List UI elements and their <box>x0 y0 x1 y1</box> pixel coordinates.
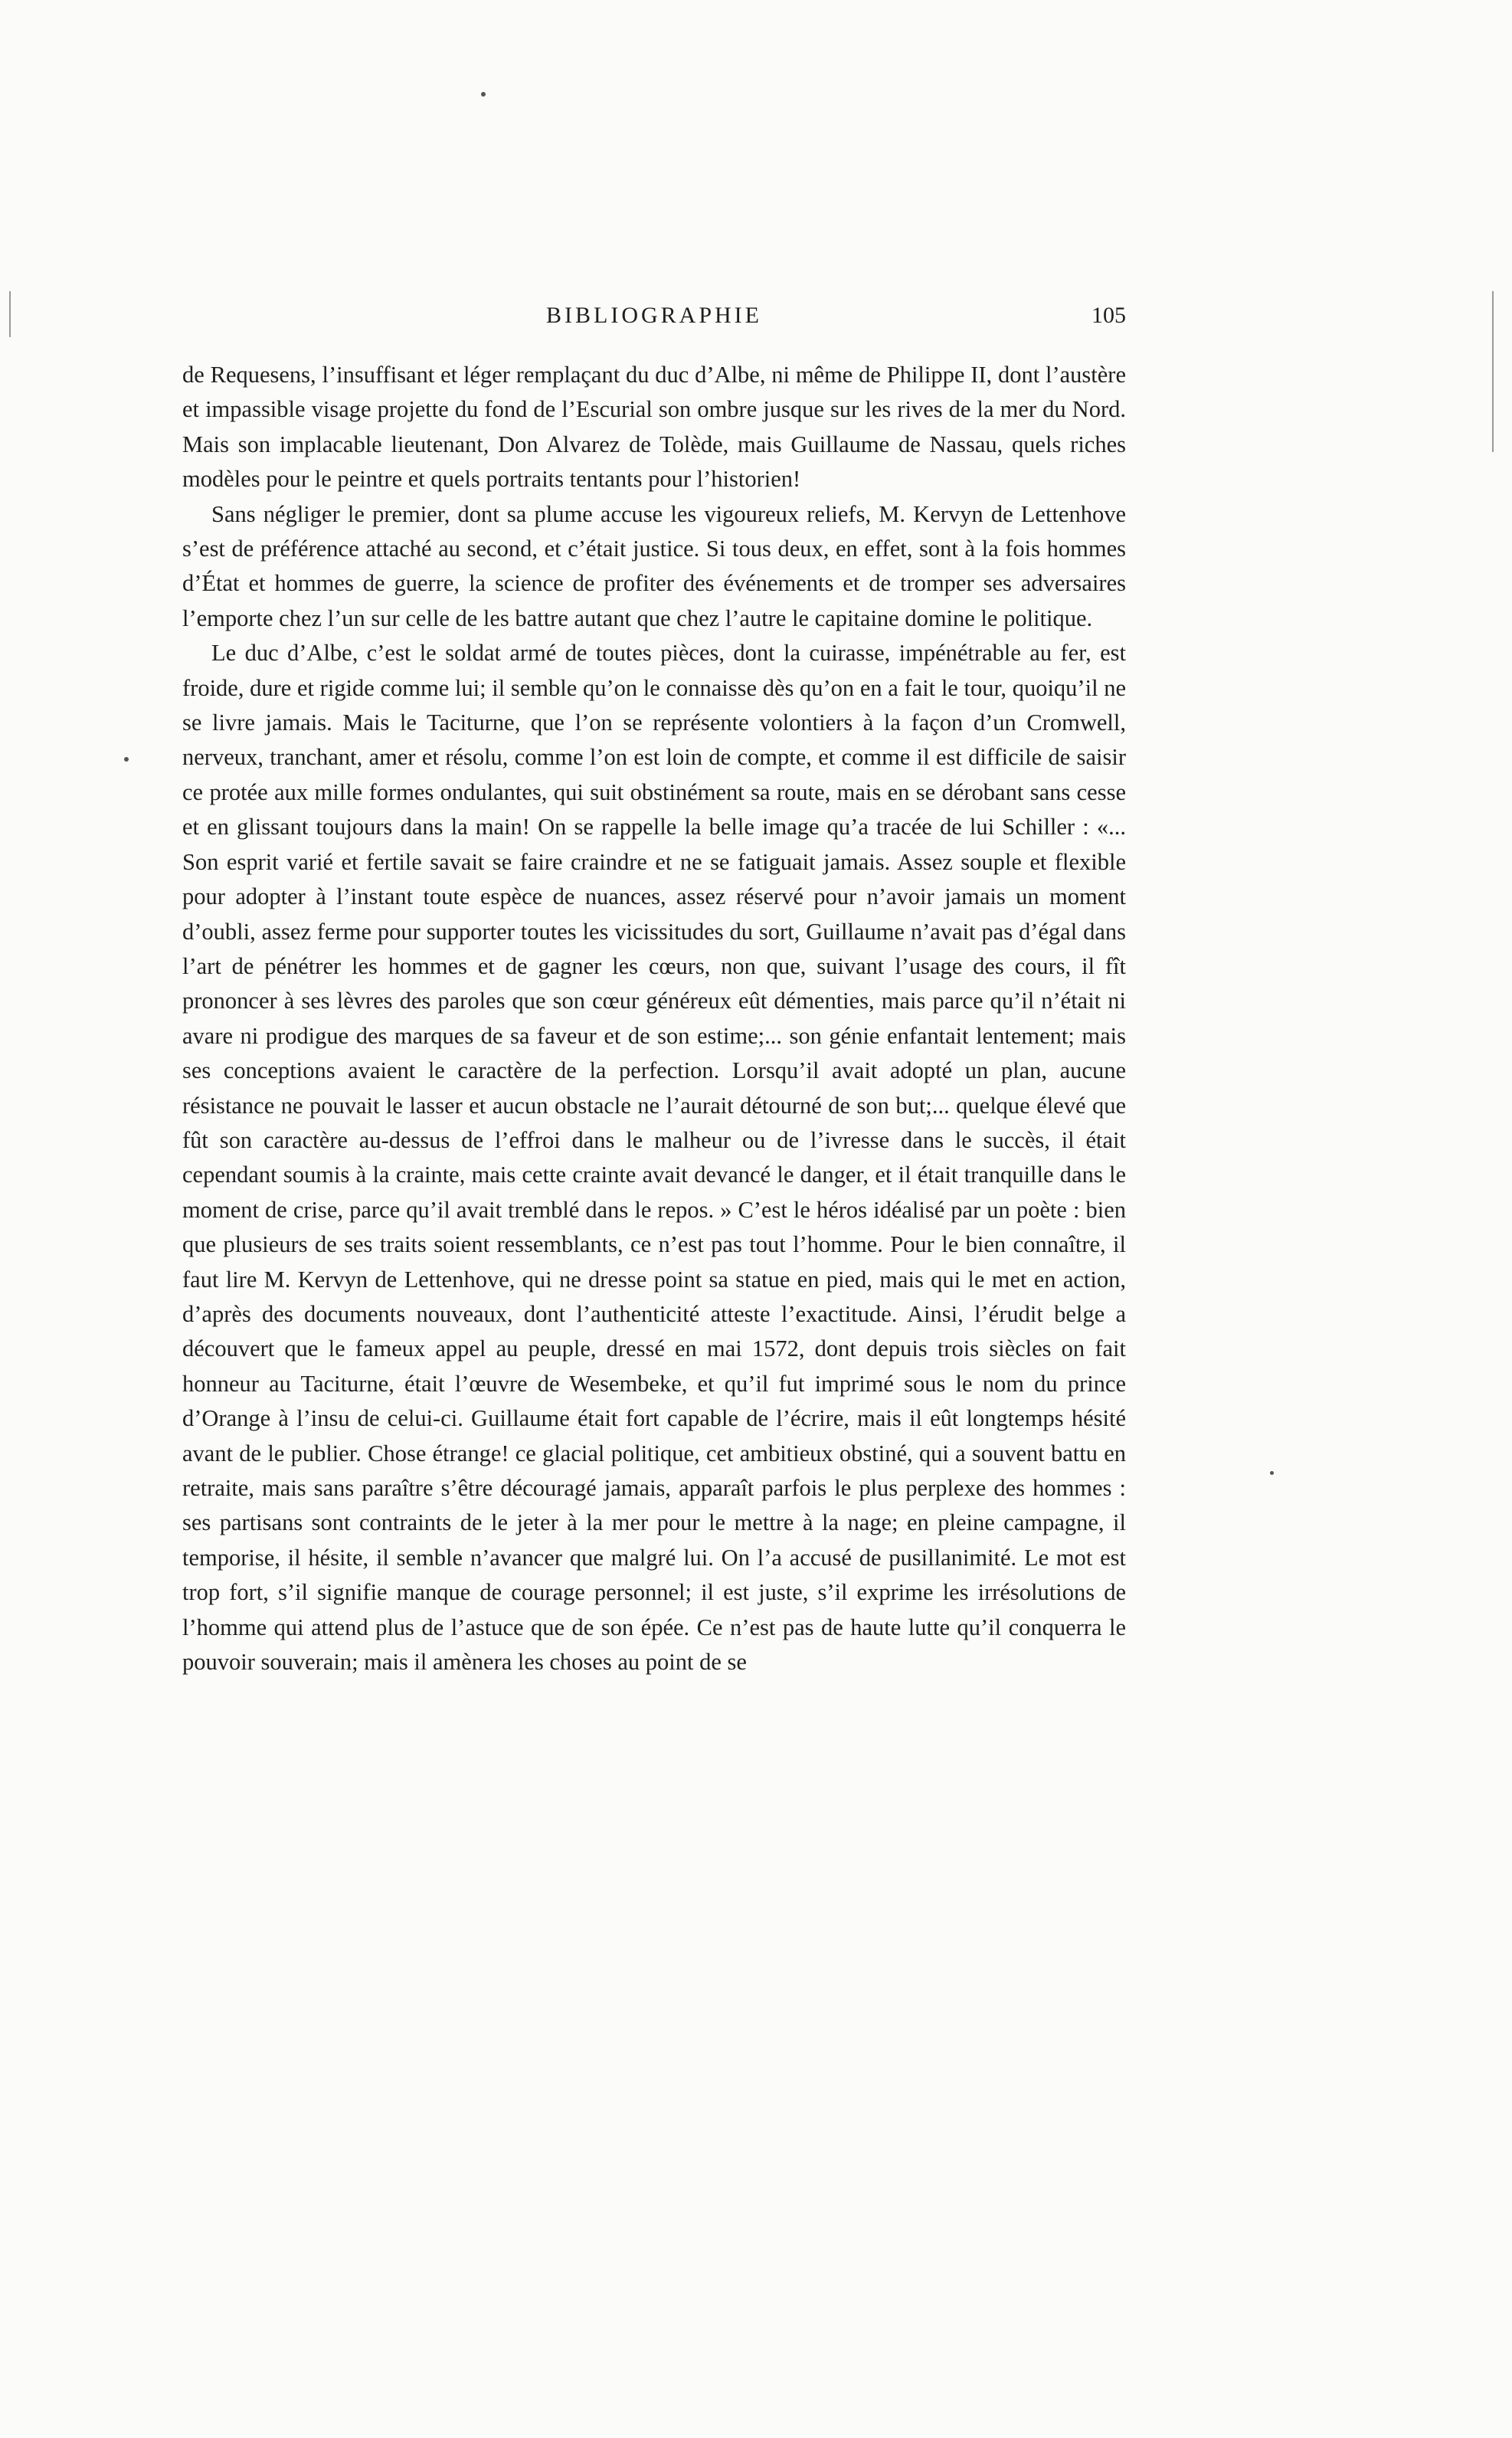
scan-speck <box>481 92 486 97</box>
page-number: 105 <box>1091 303 1126 328</box>
scan-speck <box>1270 1471 1274 1475</box>
paragraph: Sans négliger le premier, dont sa plume accuse les vigoureux reliefs, M. Kervyn de Lettenhove s’est de préférence attaché au second, et c’était justice. Si tous deux, en effet, sont à la fois hommes d’État et hommes de guerre, la science de profiter des événements et de tromper ses adversaires l’emporte chez l’un sur celle de les battre autant que chez l’autre le capitaine domine le politique. <box>182 500 1126 631</box>
paragraph: Le duc d’Albe, c’est le soldat armé de toutes pièces, dont la cuirasse, impénétrable au fer, est froide, dure et rigide comme lui; il semble qu’on le connaisse dès qu’on en a fait le tour, quoiqu’il ne se livre jamais. Mais le Taciturne, que l’on se représente volontiers à la façon d’un Cromwell, nerveux, tranchant, amer et résolu, comme l’on est loin de compte, et comme il est difficile de saisir ce protée aux mille formes ondulantes, qui suit obstinément sa route, mais en se dérobant sans cesse et en glissant toujours dans la main! On se rappelle la belle image qu’a tracée de lui Schiller : «... Son esprit varié et fertile savait se faire craindre et ne se fatiguait jamais. Assez souple et flexible pour adopter à l’instant toute espèce de nuances, assez réservé pour n’avoir jamais un moment d’oubli, assez ferme pour supporter toutes les vicissitudes du sort, Guillaume n’avait pas d’égal dans l’art de pénétrer les hommes et de gagner les cœurs, non que, suivant l’usage des cours, il fît prononcer à ses lèvres des paroles que son cœur généreux eût démenties, mais parce qu’il n’était ni avare ni prodigue des marques de sa faveur et de son estime;... son génie enfantait lentement; mais ses conceptions avaient le caractère de la perfection. Lorsqu’il avait adopté un plan, aucune résistance ne pouvait le lasser et aucun obstacle ne l’aurait détourné de son but;... quelque élevé que fût son caractère au-dessus de l’effroi dans le malheur ou de l’ivresse dans le succès, il était cependant soumis à la crainte, mais cette crainte avait devancé le danger, et il était tranquille dans le moment de crise, parce qu’il avait tremblé dans le repos. » C’est le héros idéalisé par un poète : bien que plusieurs de ses traits soient ressemblants, ce n’est pas tout l’homme. Pour le bien connaître, il faut lire M. Kervyn de Lettenhove, qui ne dresse point sa statue en pied, mais qui le met en action, d’après des documents nouveaux, dont l’authenticité atteste l’exactitude. Ainsi, l’érudit belge a découvert que le fameux appel au peuple, dressé en mai 1572, dont depuis trois siècles on fait honneur au Taciturne, était l’œuvre de Wesembeke, et qu’il fut imprimé sous le nom du prince d’Orange à l’insu de celui-ci. Guillaume était fort capable de l’écrire, mais il eût longtemps hésité avant de le publier. Chose étrange! ce glacial politique, cet ambitieux obstiné, qui a souvent battu en retraite, mais sans paraître s’être découragé jamais, apparaît parfois le plus perplexe des hommes : ses partisans sont contraints de le jeter à la mer pour le mettre à la nage; en pleine campagne, il temporise, il hésite, il semble n’avancer que malgré lui. On l’a accusé de pusillanimité. Le mot est trop fort, s’il signifie manque de courage personnel; il est juste, s’il exprime les irrésolutions de l’homme qui attend plus de l’astuce que de son épée. Ce n’est pas de haute lutte qu’il conquerra le pouvoir souverain; mais il amènera les choses au point de se <box>182 640 1126 1676</box>
running-title: BIBLIOGRAPHIE <box>546 303 762 328</box>
scan-edge-mark <box>1492 291 1494 452</box>
scan-speck <box>124 757 129 762</box>
body-text <box>182 358 1126 1679</box>
paragraph: de Requesens, l’insuffisant et léger remplaçant du duc d’Albe, ni même de Philippe II, dont l’austère et impassible visage projette du fond de l’Escurial son ombre jusque sur les rives de la mer du Nord. Mais son implacable lieutenant, Don Alvarez de Tolède, mais Guillaume de Nassau, quels riches modèles pour le peintre et quels portraits tentants pour l’historien! <box>182 362 1126 493</box>
running-header <box>182 303 1126 341</box>
scan-edge-mark <box>9 291 11 337</box>
book-page <box>182 303 1126 1679</box>
